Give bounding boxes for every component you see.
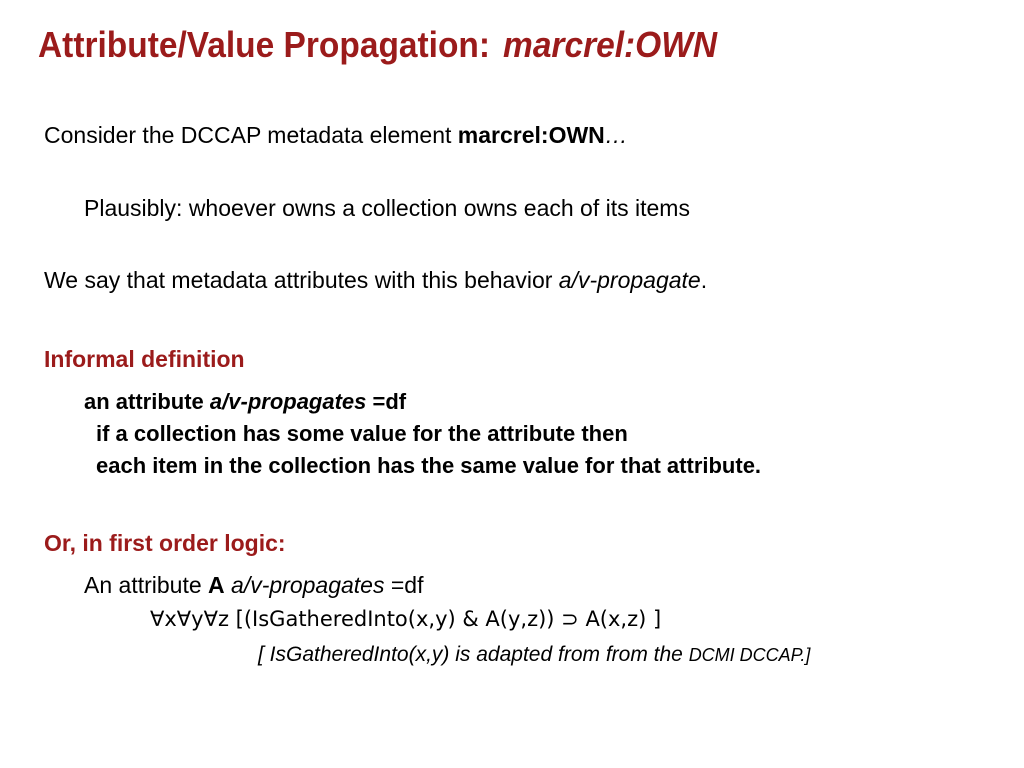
- fol-heading: Or, in first order logic:: [44, 530, 286, 556]
- title-main: Attribute/Value Propagation:: [38, 24, 491, 65]
- behavior-line: [44, 267, 707, 294]
- informal-line-1: [84, 389, 406, 415]
- informal-heading: Informal definition: [44, 346, 245, 372]
- fol-line-1-term: a/v-propagates: [231, 572, 385, 598]
- plausibly-line: Plausibly: whoever owns a collection owns each of its items: [84, 195, 690, 221]
- page-title: [38, 24, 717, 66]
- behavior-suffix: .: [700, 267, 708, 293]
- fol-line-1-suffix: =df: [384, 572, 424, 598]
- title-italic: marcrel:OWN: [503, 24, 718, 65]
- fol-line-1-prefix: An attribute: [84, 572, 209, 598]
- fol-line-1-var: A: [208, 572, 225, 598]
- intro-line: [44, 122, 628, 149]
- fol-line-1: [84, 572, 424, 599]
- informal-line-1-term: a/v-propagates: [209, 389, 367, 414]
- informal-line-1-prefix: an attribute: [84, 389, 210, 414]
- fol-note-small: DCMI DCCAP.]: [688, 645, 811, 665]
- fol-note-main: [ IsGatheredInto(x,y) is adapted from from the: [258, 643, 689, 666]
- intro-prefix: Consider the DCCAP metadata element: [44, 122, 458, 148]
- intro-ellipsis: …: [604, 122, 628, 148]
- informal-line-1-suffix: =df: [366, 389, 407, 414]
- intro-element: marcrel:OWN: [457, 122, 605, 148]
- behavior-prefix: We say that metadata attributes with this behavior: [44, 267, 559, 293]
- informal-line-2: if a collection has some value for the attribute then: [96, 421, 628, 446]
- fol-note: [258, 643, 810, 667]
- informal-line-3: each item in the collection has the same value for that attribute.: [96, 453, 762, 478]
- fol-formula: ∀x∀y∀z [(IsGatheredInto(x,y) & A(y,z)) ⊃ A(x,z) ]: [150, 607, 662, 631]
- behavior-term: a/v-propagate: [558, 267, 701, 293]
